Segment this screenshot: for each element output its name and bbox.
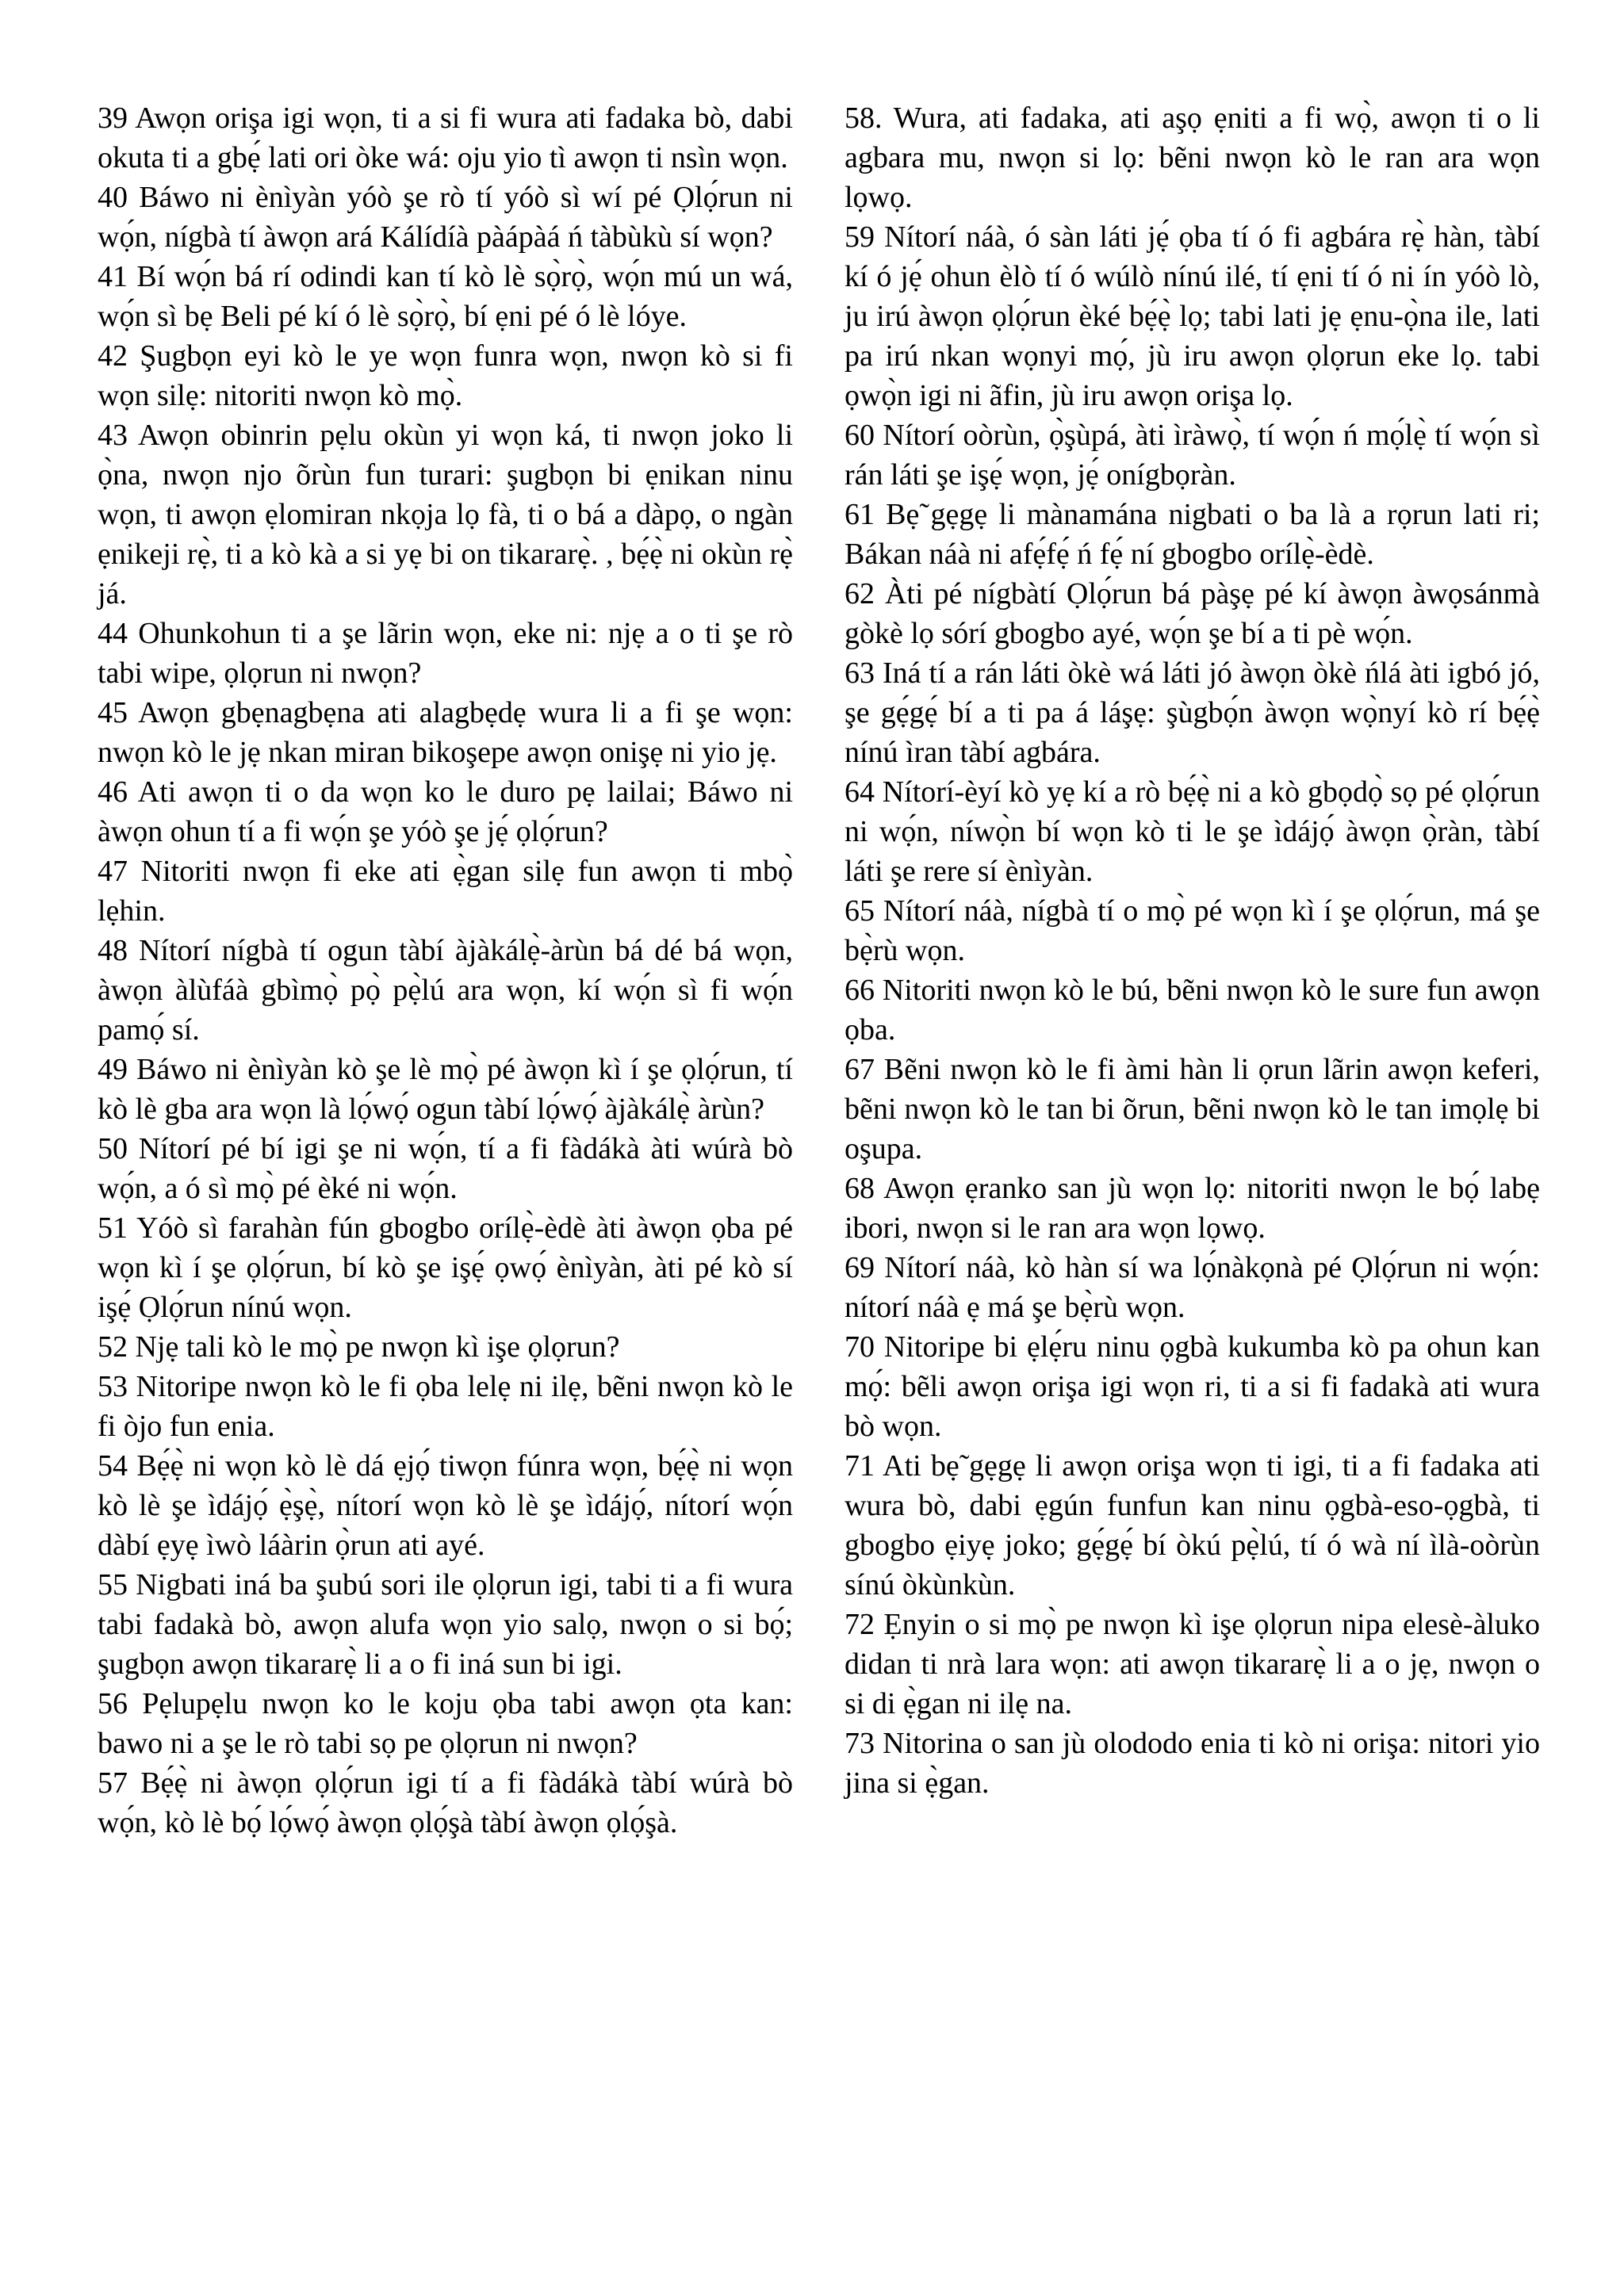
verse-61: 61 Bẹ̃ gẹgẹ li mànamána nigbati o ba là a rọrun lati ri; Bákan náà ni afẹ́fẹ́ ń fẹ́ ní gbogbo orílẹ̀-èdè. bbox=[845, 498, 1540, 571]
verse-52: 52 Njẹ tali kò le mọ̀ pe nwọn kì işe ọlọrun? bbox=[98, 1330, 620, 1364]
verse-43: 43 Awọn obinrin pẹlu okùn yi wọn ká, ti nwọn joko li ọ̀na, nwọn njo õrùn fun turari: şugbọn bi ẹnikan ninu wọn, ti awọn ẹlomiran nkọja lọ fà, ti o bá a dàpọ, o ngàn ẹnikeji rẹ̀, ti a kò kà a si yẹ bi on tikararẹ̀. , bẹ́ẹ̀ ni okùn rẹ̀ já. bbox=[98, 419, 793, 610]
verse-57: 57 Bẹ́ẹ̀ ni àwọn ọlọ́run igi tí a fi fàdákà tàbí wúrà bò wọ́n, kò lè bọ́ lọ́wọ́ àwọn ọlọ́şà tàbí àwọn ọlọ́şà. bbox=[98, 1766, 793, 1839]
verse-64: 64 Nítorí-èyí kò yẹ kí a rò bẹ́ẹ̀ ni a kò gbọdọ̀ sọ pé ọlọ́run ni wọ́n, níwọ̀n bí wọn kò ti le şe ìdájọ́ àwọn ọ̀ràn, tàbí láti şe rere sí ènìyàn. bbox=[845, 775, 1540, 888]
verse-48: 48 Nítorí nígbà tí ogun tàbí àjàkálẹ̀-àrùn bá dé bá wọn, àwọn àlùfáà gbìmọ̀ pọ̀ pẹ̀lú ara wọn, kí wọ́n sì fi wọ́n pamọ́ sí. bbox=[98, 934, 793, 1047]
verse-72: 72 Ẹnyin o si mọ̀ pe nwọn kì işe ọlọrun nipa elesè-àluko didan ti nrà lara wọn: ati awọn tikararẹ̀ li a o jẹ, nwọn o si di ẹ̀gan ni ilẹ na. bbox=[845, 1608, 1540, 1720]
verse-44: 44 Ohunkohun ti a şe lãrin wọn, eke ni: njẹ a o ti şe rò tabi wipe, ọlọrun ni nwọn? bbox=[98, 617, 793, 690]
verse-62: 62 Àti pé nígbàtí Ọlọ́run bá pàşẹ pé kí àwọn àwọsánmà gòkè lọ sórí gbogbo ayé, wọ́n şe bí a ti pè wọ́n. bbox=[845, 577, 1540, 650]
verse-70: 70 Nitoripe bi ẹlẹ́ru ninu ọgbà kukumba kò pa ohun kan mọ́: bẽli awọn orişa igi wọn ri, ti a si fi fadakà ati wura bò wọn. bbox=[845, 1330, 1540, 1443]
verse-54: 54 Bẹ́ẹ̀ ni wọn kò lè dá ẹjọ́ tiwọn fúnra wọn, bẹ́ẹ̀ ni wọn kò lè şe ìdájọ́ ẹ̀şẹ̀, nítorí wọn kò lè şe ìdájọ́, nítorí wọ́n dàbí ẹyẹ ìwò láàrin ọ̀run ati ayé. bbox=[98, 1449, 793, 1562]
verse-49: 49 Báwo ni ènìyàn kò şe lè mọ̀ pé àwọn kì í şe ọlọ́run, tí kò lè gba ara wọn là lọ́wọ́ ogun tàbí lọ́wọ́ àjàkálẹ̀ àrùn? bbox=[98, 1053, 793, 1126]
verse-39: 39 Awọn orişa igi wọn, ti a si fi wura ati fadaka bò, dabi okuta ti a gbẹ́ lati ori òke wá: oju yio tì awọn ti nsìn wọn. bbox=[98, 101, 793, 174]
verse-45: 45 Awọn gbẹnagbẹna ati alagbẹdẹ wura li a fi şe wọn: nwọn kò le jẹ nkan miran bikoşepe awọn onişẹ ni yio jẹ. bbox=[98, 696, 793, 769]
verse-50: 50 Nítorí pé bí igi şe ni wọ́n, tí a fi fàdákà àti wúrà bò wọ́n, a ó sì mọ̀ pé èké ni wọ́n. bbox=[98, 1132, 793, 1205]
verse-40: 40 Báwo ni ènìyàn yóò şe rò tí yóò sì wí pé Ọlọ́run ni wọ́n, nígbà tí àwọn ará Kálídíà pàápàá ń tàbùkù sí wọn? bbox=[98, 181, 793, 254]
verse-56: 56 Pẹlupẹlu nwọn ko le koju ọba tabi awọn ọta kan: bawo ni a şe le rò tabi sọ pe ọlọrun ni nwọn? bbox=[98, 1687, 793, 1760]
verse-42: 42 Şugbọn eyi kò le ye wọn funra wọn, nwọn kò si fi wọn silẹ: nitoriti nwọn kò mọ̀. bbox=[98, 339, 793, 412]
verse-71: 71 Ati bẹ̃ gẹgẹ li awọn orişa wọn ti igi, ti a fi fadaka ati wura bò, dabi ẹgún funfun kan ninu ọgbà-eso-ọgbà, ti gbogbo ẹiyẹ joko; gẹ́gẹ́ bí òkú pẹ̀lú, tí ó wà ní ìlà-oòrùn sínú òkùnkùn. bbox=[845, 1449, 1540, 1601]
left-column bbox=[98, 98, 793, 1843]
verse-69: 69 Nítorí náà, kò hàn sí wa lọ́nàkọnà pé Ọlọ́run ni wọ́n: nítorí náà ẹ má şe bẹ̀rù wọn. bbox=[845, 1251, 1540, 1324]
verse-66: 66 Nitoriti nwọn kò le bú, bẽni nwọn kò le sure fun awọn ọba. bbox=[845, 974, 1540, 1047]
verse-68: 68 Awọn ẹranko san jù wọn lọ: nitoriti nwọn le bọ́ labẹ ibori, nwọn si le ran ara wọn lọwọ. bbox=[845, 1172, 1540, 1245]
verse-47: 47 Nitoriti nwọn fi eke ati ẹ̀gan silẹ fun awọn ti mbọ̀ lẹhin. bbox=[98, 855, 793, 928]
verse-55: 55 Nigbati iná ba şubú sori ile ọlọrun igi, tabi ti a fi wura tabi fadakà bò, awọn alufa wọn yio salọ, nwọn o si bọ́; şugbọn awọn tikararẹ̀ li a o fi iná sun bi igi. bbox=[98, 1568, 793, 1681]
verse-73: 73 Nitorina o san jù olododo enia ti kò ni orişa: nitori yio jina si ẹ̀gan. bbox=[845, 1727, 1540, 1800]
verse-63: 63 Iná tí a rán láti òkè wá láti jó àwọn òkè ńlá àti igbó jó, şe gẹ́gẹ́ bí a ti pa á láşẹ: şùgbọ́n àwọn wọ̀nyí kò rí bẹ́ẹ̀ nínú ìran tàbí agbára. bbox=[845, 656, 1540, 769]
verse-59: 59 Nítorí náà, ó sàn láti jẹ́ ọba tí ó fi agbára rẹ̀ hàn, tàbí kí ó jẹ́ ohun èlò tí ó wúlò nínú ilé, tí ẹni tí ó ni ín yóò lò, ju irú àwọn ọlọ́run èké bẹ́ẹ̀ lọ; tabi lati jẹ ẹnu-ọ̀na ile, lati pa irú nkan wọnyi mọ́, jù iru awọn ọlọrun eke lọ. tabi ọwọ̀n igi ni ãfin, jù iru awọn orişa lọ. bbox=[845, 220, 1540, 412]
verse-51: 51 Yóò sì farahàn fún gbogbo orílẹ̀-èdè àti àwọn ọba pé wọn kì í şe ọlọ́run, bí kò şe işẹ́ ọwọ́ ènìyàn, àti pé kò sí işẹ́ Ọlọ́run nínú wọn. bbox=[98, 1211, 793, 1324]
verse-65: 65 Nítorí náà, nígbà tí o mọ̀ pé wọn kì í şe ọlọ́run, má şe bẹ̀rù wọn. bbox=[845, 894, 1540, 967]
verse-60: 60 Nítorí oòrùn, ọ̀şùpá, àti ìràwọ̀, tí wọ́n ń mọ́lẹ̀ tí wọ́n sì rán láti şe işẹ́ wọn, jẹ́ onígbọràn. bbox=[845, 419, 1540, 492]
verse-46: 46 Ati awọn ti o da wọn ko le duro pẹ lailai; Báwo ni àwọn ohun tí a fi wọ́n şe yóò şe jẹ́ ọlọ́run? bbox=[98, 775, 793, 848]
verse-53: 53 Nitoripe nwọn kò le fi ọba lelẹ ni ilẹ, bẽni nwọn kò le fi òjo fun enia. bbox=[98, 1370, 793, 1443]
right-column bbox=[845, 98, 1540, 1803]
verse-58: 58. Wura, ati fadaka, ati aşọ ẹniti a fi wọ̀, awọn ti o li agbara mu, nwọn si lọ: bẽni nwọn kò le ran ara wọn lọwọ. bbox=[845, 101, 1540, 214]
verse-41: 41 Bí wọ́n bá rí odindi kan tí kò lè sọ̀rọ̀, wọ́n mú un wá, wọ́n sì bẹ Beli pé kí ó lè sọ̀rọ̀, bí ẹni pé ó lè lóye. bbox=[98, 260, 793, 333]
verse-67: 67 Bẽni nwọn kò le fi àmi hàn li ọrun lãrin awọn keferi, bẽni nwọn kò le tan bi õrun, bẽni nwọn kò le tan imọlẹ bi oşupa. bbox=[845, 1053, 1540, 1165]
